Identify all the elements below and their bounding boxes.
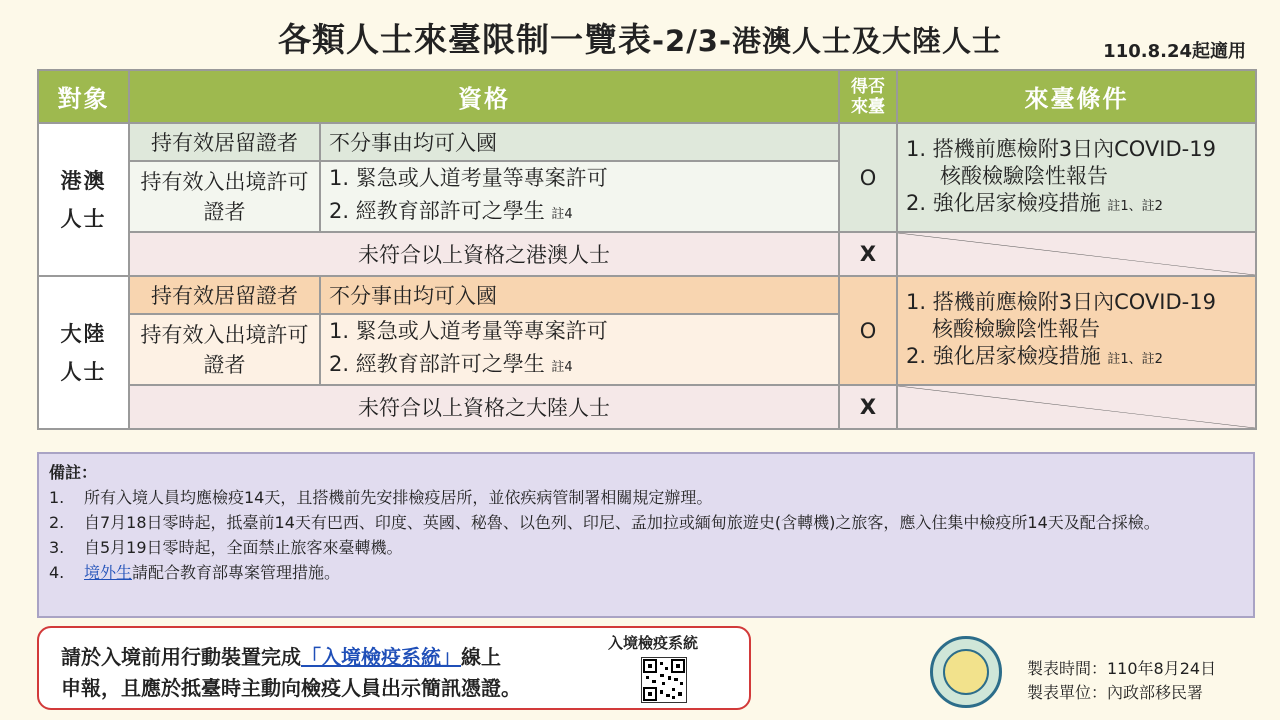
note-item: 4. 境外生請配合教育部專案管理措施。 [49, 563, 341, 582]
residence-value: 不分事由均可入國 [320, 276, 839, 314]
page-title [0, 14, 1280, 61]
note-ref: 註4 [551, 360, 573, 375]
quarantine-system-link[interactable]: 「入境檢疫系統」 [301, 645, 461, 669]
target-hk-macau: 港澳人士 [38, 123, 129, 276]
notes-heading: 備註： [49, 463, 98, 482]
target-mainland: 大陸人士 [38, 276, 129, 429]
notes-box [37, 452, 1255, 618]
condition-line: 1. 搭機前應檢附3日內COVID-19 [906, 136, 1216, 161]
note-ref: 註4 [551, 207, 573, 222]
header-conditions: 來臺條件 [897, 70, 1256, 123]
residence-value: 不分事由均可入國 [320, 123, 839, 161]
effective-date: 110.8.24起適用 [1103, 41, 1246, 62]
table-row [38, 232, 1256, 276]
diagonal-line [898, 386, 1255, 428]
permit-label: 持有效入出境許可證者 [129, 314, 320, 385]
not-allowed-mark: X [839, 232, 897, 276]
permit-item: 2. 經教育部許可之學生 註4 [329, 352, 573, 376]
header-allowed-text: 得否來臺 [851, 76, 885, 117]
allowed-mark: O [839, 276, 897, 385]
note-item: 3. 自5月19日零時起，全面禁止旅客來臺轉機。 [49, 538, 403, 557]
not-qualified: 未符合以上資格之大陸人士 [129, 385, 839, 429]
header-target: 對象 [38, 70, 129, 123]
permit-item: 1. 緊急或人道考量等專案許可 [329, 166, 608, 190]
footer-info [1027, 657, 1216, 705]
group-mainland [38, 276, 1256, 429]
permit-items [320, 314, 839, 385]
note-item: 2. 自7月18日零時起，抵臺前14天有巴西、印度、英國、秘魯、以色列、印尼、孟加拉或緬甸旅遊史(含轉機)之旅客，應入住集中檢疫所14天及配合採檢。 [49, 513, 1160, 532]
reminder-line1: 請於入境前用行動裝置完成「入境檢疫系統」線上 [61, 645, 501, 669]
qr-code-icon[interactable] [641, 657, 687, 703]
qr-label: 入境檢疫系統 [608, 634, 699, 652]
permit-label: 持有效入出境許可證者 [129, 161, 320, 232]
empty-condition-cell [897, 232, 1256, 276]
not-allowed-mark: X [839, 385, 897, 429]
note-ref: 註1、註2 [1107, 198, 1163, 214]
made-unit: 製表單位：內政部移民署 [1027, 683, 1204, 702]
table-row [38, 123, 1256, 161]
header-allowed [839, 70, 897, 123]
condition-line: 2. 強化居家檢疫措施 註1、註2 [906, 343, 1163, 368]
residence-label: 持有效居留證者 [129, 123, 320, 161]
permit-item: 1. 緊急或人道考量等專案許可 [329, 319, 608, 343]
note-item: 1. 所有入境人員均應檢疫14天，且搭機前先安排檢疫居所，並依疾病管制署相關規定辦理。 [49, 488, 713, 507]
restriction-table [37, 69, 1257, 430]
diagonal-line [898, 233, 1255, 275]
made-time: 製表時間：110年8月24日 [1027, 659, 1217, 678]
condition-line: 1. 搭機前應檢附3日內COVID-19 [906, 289, 1216, 314]
conditions-cell [897, 276, 1256, 385]
title-sub: -2/3-港澳人士及大陸人士 [651, 24, 1003, 58]
header-qualification: 資格 [129, 70, 839, 123]
permit-item: 2. 經教育部許可之學生 註4 [329, 199, 573, 223]
residence-label: 持有效居留證者 [129, 276, 320, 314]
condition-line: 2. 強化居家檢疫措施 註1、註2 [906, 190, 1163, 215]
overseas-student-link[interactable]: 境外生 [84, 563, 133, 582]
note-ref: 註1、註2 [1107, 351, 1163, 367]
table-header-row [38, 70, 1256, 123]
group-hk-macau [38, 123, 1256, 276]
title-main: 各類人士來臺限制一覽表 [277, 20, 652, 59]
empty-condition-cell [897, 385, 1256, 429]
reminder-line2: 申報，且應於抵臺時主動向檢疫人員出示簡訊憑證。 [61, 676, 521, 700]
condition-line: 核酸檢驗陰性報告 [932, 316, 1100, 341]
table-row [38, 385, 1256, 429]
immigration-agency-seal-icon [930, 636, 1002, 708]
condition-line: 核酸檢驗陰性報告 [940, 163, 1108, 188]
allowed-mark: O [839, 123, 897, 232]
permit-items [320, 161, 839, 232]
conditions-cell [897, 123, 1256, 232]
table-row [38, 276, 1256, 314]
not-qualified: 未符合以上資格之港澳人士 [129, 232, 839, 276]
